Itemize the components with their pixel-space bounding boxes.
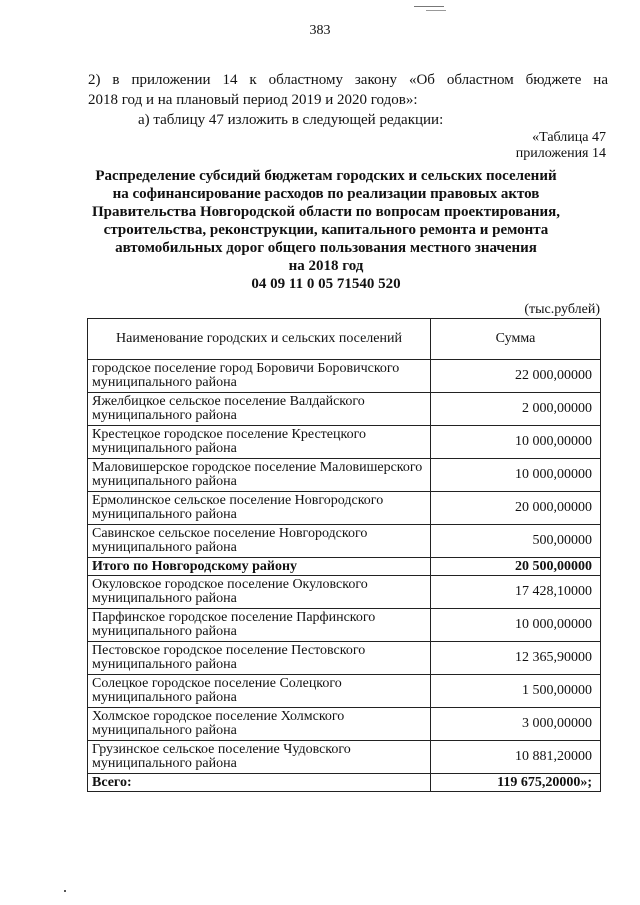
header-sum: Сумма: [431, 319, 601, 360]
subsidy-amount: 3 000,00000: [431, 708, 601, 741]
settlement-name: городское поселение город Боровичи Боровичского муниципального района: [88, 360, 431, 393]
header-name: Наименование городских и сельских поселений: [88, 319, 431, 360]
subsidy-amount: 2 000,00000: [431, 393, 601, 426]
subsidy-amount: 17 428,10000: [431, 576, 601, 609]
intro-line-1: 2) в приложении 14 к областному закону «Об областном бюджете на: [88, 72, 608, 88]
subsidy-amount: 1 500,00000: [431, 675, 601, 708]
settlement-name: Маловишерское городское поселение Маловишерского муниципального района: [88, 459, 431, 492]
intro-line-2: 2018 год и на плановый период 2019 и 2020 годов»:: [88, 92, 418, 108]
subsidy-table: [87, 318, 601, 792]
settlement-name: Пестовское городское поселение Пестовского муниципального района: [88, 642, 431, 675]
table-row: [88, 675, 601, 708]
table-row: [88, 360, 601, 393]
heading-code-line: 04 09 11 0 05 71540 520: [251, 276, 401, 292]
annex-line-2: приложения 14: [515, 146, 606, 161]
subsidy-amount: 119 675,20000»;: [431, 774, 601, 792]
scan-mark: [426, 10, 446, 11]
settlement-name: Всего:: [88, 774, 431, 792]
table-row: [88, 708, 601, 741]
settlement-name: Окуловское городское поселение Окуловского муниципального района: [88, 576, 431, 609]
heading-line: на 2018 год: [288, 258, 364, 274]
table-row: [88, 642, 601, 675]
heading-line: Правительства Новгородской области по вопросам проектирования,: [92, 204, 560, 220]
table-total-row: [88, 774, 601, 792]
subsidy-amount: 20 500,00000: [431, 558, 601, 576]
settlement-name: Итого по Новгородскому району: [88, 558, 431, 576]
settlement-name: Солецкое городское поселение Солецкого муниципального района: [88, 675, 431, 708]
subsidy-amount: 10 881,20000: [431, 741, 601, 774]
settlement-name: Холмское городское поселение Холмского муниципального района: [88, 708, 431, 741]
unit-label: (тыс.рублей): [524, 302, 600, 317]
annex-line-1: «Таблица 47: [532, 130, 606, 145]
scan-mark: [414, 6, 444, 7]
scan-dot: [64, 890, 66, 892]
settlement-name: Савинское сельское поселение Новгородского муниципального района: [88, 525, 431, 558]
settlement-name: Грузинское сельское поселение Чудовского муниципального района: [88, 741, 431, 774]
subsidy-amount: 500,00000: [431, 525, 601, 558]
subsidy-amount: 12 365,90000: [431, 642, 601, 675]
settlement-name: Парфинское городское поселение Парфинского муниципального района: [88, 609, 431, 642]
subsidy-amount: 10 000,00000: [431, 459, 601, 492]
table-row: [88, 393, 601, 426]
table-row: [88, 609, 601, 642]
table-row: [88, 426, 601, 459]
settlement-name: Ермолинское сельское поселение Новгородского муниципального района: [88, 492, 431, 525]
table-total-row: [88, 558, 601, 576]
table-heading: [80, 167, 572, 293]
subsidy-amount: 10 000,00000: [431, 609, 601, 642]
heading-line: строительства, реконструкции, капитального ремонта и ремонта: [103, 222, 549, 238]
subsidy-amount: 10 000,00000: [431, 426, 601, 459]
table-row: [88, 492, 601, 525]
table-row: [88, 576, 601, 609]
table-header-row: [88, 319, 601, 360]
table-row: [88, 459, 601, 492]
heading-line: автомобильных дорог общего пользования местного значения: [115, 240, 537, 256]
table-row: [88, 525, 601, 558]
heading-line: на софинансирование расходов по реализации правовых актов: [112, 186, 540, 202]
subsidy-amount: 20 000,00000: [431, 492, 601, 525]
table-annex-label: [516, 130, 606, 162]
settlement-name: Яжелбицкое сельское поселение Валдайского муниципального района: [88, 393, 431, 426]
settlement-name: Крестецкое городское поселение Крестецкого муниципального района: [88, 426, 431, 459]
page-number: 383: [309, 23, 331, 38]
table-row: [88, 741, 601, 774]
intro-line-3: а) таблицу 47 изложить в следующей редакции:: [138, 112, 444, 128]
subsidy-amount: 22 000,00000: [431, 360, 601, 393]
heading-line: Распределение субсидий бюджетам городских и сельских поселений: [95, 168, 557, 184]
table-body: [88, 360, 601, 792]
